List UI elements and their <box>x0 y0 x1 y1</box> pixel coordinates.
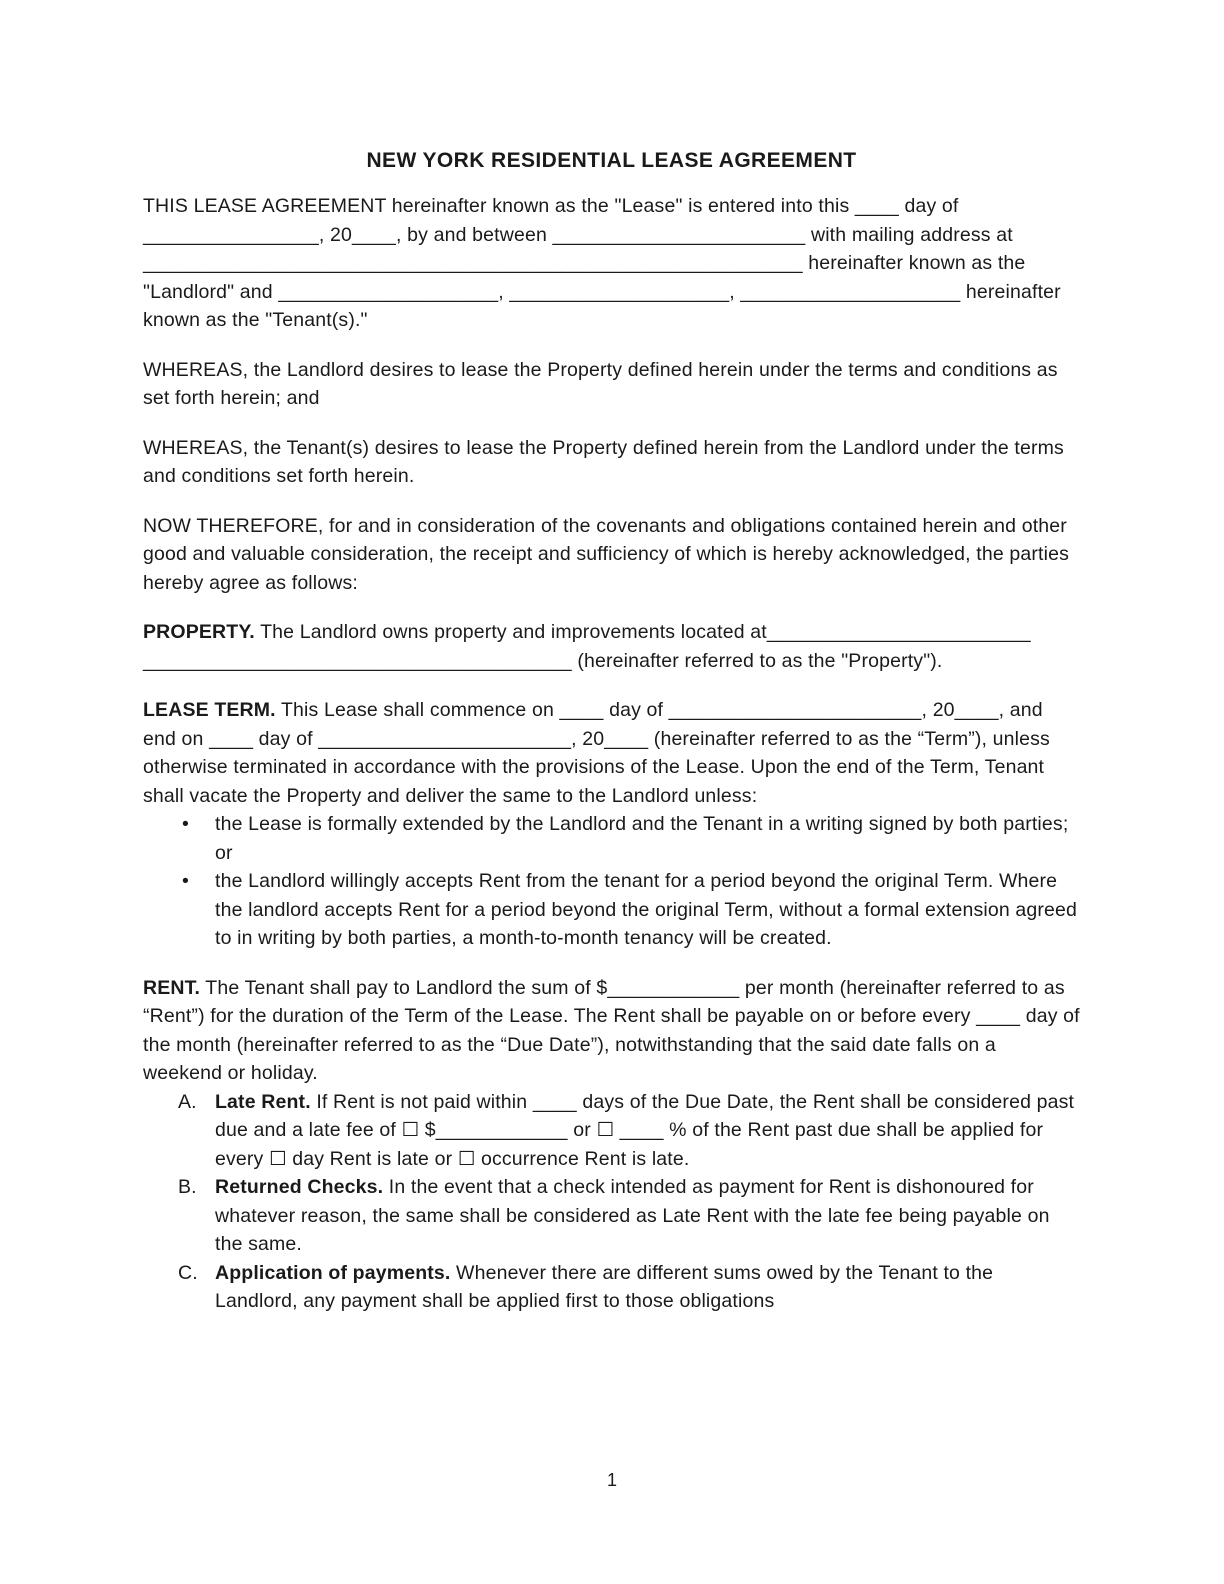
lease-term-section-text: This Lease shall commence on ____ day of _______________________, 20____, and end on ____ day of _______________________, 20____ (hereinafter referred to as the “Term”), unless otherwise terminated in accordance with the provisions of the Lease. Upon the end of the Term, Tenant shall vacate the Property and deliver the same to the Landlord unless: <box>143 699 1050 807</box>
list-item <box>143 1259 1080 1316</box>
late-rent-text: If Rent is not paid within ____ days of the Due Date, the Rent shall be considered past due and a late fee of ☐ $____________ or ☐ ____ % of the Rent past due shall be applied for every ☐ day Rent is late or ☐ occurrence Rent is late. <box>215 1090 1075 1170</box>
item-letter: B. <box>178 1176 197 1198</box>
returned-checks-text: In the event that a check intended as payment for Rent is dishonoured for whatever reason, the same shall be considered as Late Rent with the late fee being payable on the same. <box>215 1176 1050 1255</box>
list-item <box>143 1088 1080 1174</box>
property-section-text: The Landlord owns property and improvements located at________________________ _______________________________________ (hereinafter referred to as the "Property"). <box>143 621 1031 672</box>
intro-clause: THIS LEASE AGREEMENT hereinafter known as the "Lease" is entered into this ____ day of ________________, 20____, by and between _______________________ with mailing address at ____________________________________________________________ hereinafter known as the "Landlord" and ____________________, ____________________, ____________________ hereinafter known as the "Tenant(s)." <box>143 195 1061 331</box>
page-number: 1 <box>606 1470 617 1490</box>
rent-section-text: The Tenant shall pay to Landlord the sum of $____________ per month (hereinafter referred to as “Rent”) for the duration of the Term of the Lease. The Rent shall be payable on or before every ____ day of the month (hereinafter referred to as the “Due Date”), notwithstanding that the said date falls on a weekend or holiday. <box>143 976 1080 1084</box>
lease-term-conditions-list <box>143 810 1080 953</box>
late-rent-label: Late Rent. <box>215 1090 311 1113</box>
item-letter: A. <box>178 1090 197 1113</box>
late-rent-item <box>215 1088 1080 1174</box>
property-section <box>143 618 1080 675</box>
list-item <box>143 1173 1080 1259</box>
bullet-item-text: the Lease is formally extended by the Landlord and the Tenant in a writing signed by both parties; or <box>215 813 1069 864</box>
bullet-item-text: the Landlord willingly accepts Rent from the tenant for a period beyond the original Term. Where the landlord accepts Rent for a period beyond the original Term, without a formal extension agreed to in writing by both parties, a month-to-month tenancy will be created. <box>215 870 1078 949</box>
returned-checks-item <box>215 1173 1080 1259</box>
list-item <box>143 867 1080 953</box>
returned-checks-label: Returned Checks. <box>215 1176 384 1198</box>
whereas-tenant-clause: WHEREAS, the Tenant(s) desires to lease the Property defined herein from the Landlord under the terms and conditions set forth herein. <box>143 436 1064 487</box>
application-of-payments-item <box>215 1259 1080 1316</box>
lease-term-section <box>143 696 1080 810</box>
application-of-payments-label: Application of payments. <box>215 1261 451 1284</box>
now-therefore-clause: NOW THEREFORE, for and in consideration of the covenants and obligations contained herein and other good and valuable consideration, the receipt and sufficiency of which is hereby acknowledged, the parties hereby agree as follows: <box>143 514 1069 594</box>
document-title: NEW YORK RESIDENTIAL LEASE AGREEMENT <box>366 149 857 172</box>
rent-section-label: RENT. <box>143 976 201 999</box>
rent-section <box>143 974 1080 1088</box>
lease-term-section-label: LEASE TERM. <box>143 699 276 721</box>
whereas-landlord-clause: WHEREAS, the Landlord desires to lease the Property defined herein under the terms and conditions as set forth herein; and <box>143 358 1058 409</box>
rent-subsections-list <box>143 1088 1080 1316</box>
property-section-label: PROPERTY. <box>143 621 255 643</box>
bullet-icon: • <box>182 813 189 835</box>
bullet-icon: • <box>182 870 189 892</box>
application-of-payments-text: Whenever there are different sums owed by the Tenant to the Landlord, any payment shall be applied first to those obligations <box>215 1261 994 1312</box>
item-letter: C. <box>178 1261 198 1284</box>
list-item <box>143 810 1080 867</box>
